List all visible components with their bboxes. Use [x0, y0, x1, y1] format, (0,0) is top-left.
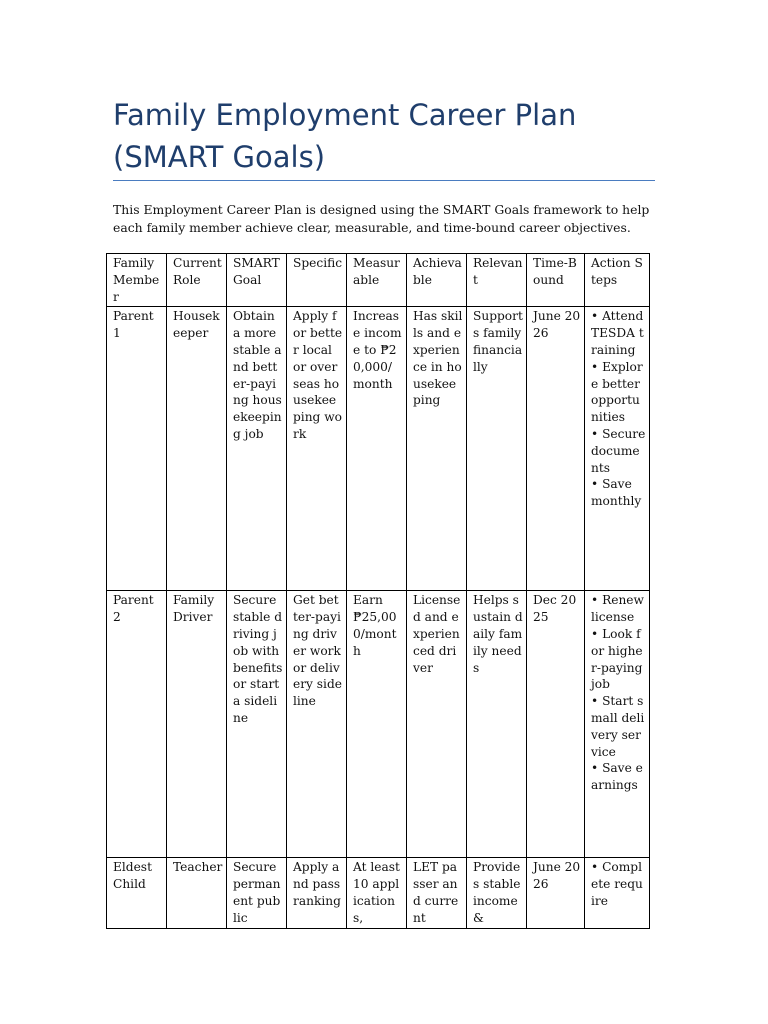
- table-cell: • Renew license • Look for higher-paying job • Start small delivery service • Save earnings: [585, 591, 650, 858]
- table-header-row: [107, 254, 650, 307]
- table-cell: Helps sustain daily family needs: [467, 591, 527, 858]
- table-cell: Earn ₱25,000/month: [347, 591, 407, 858]
- header-family-member: Family Member: [107, 254, 167, 307]
- table-cell: Increase income to ₱20,000/month: [347, 307, 407, 591]
- table-cell: Obtain a more stable and better-paying housekeeping job: [227, 307, 287, 591]
- table-cell: Housekeeper: [167, 307, 227, 591]
- table-row: [107, 858, 650, 928]
- table-cell: Dec 2025: [527, 591, 585, 858]
- table-cell: Secure permanent public: [227, 858, 287, 928]
- title-divider: [113, 180, 655, 181]
- table-cell: Apply and pass ranking: [287, 858, 347, 928]
- header-smart-goal: SMART Goal: [227, 254, 287, 307]
- smart-goals-table: [106, 253, 650, 929]
- page-title: Family Employment Career Plan (SMART Goals): [113, 98, 577, 174]
- header-achievable: Achievable: [407, 254, 467, 307]
- table-cell: LET passer and current: [407, 858, 467, 928]
- table-cell: Parent 2: [107, 591, 167, 858]
- table-cell: Secure stable driving job with benefits or start a sideline: [227, 591, 287, 858]
- header-measurable: Measurable: [347, 254, 407, 307]
- table-cell: June 2026: [527, 307, 585, 591]
- table-cell: At least 10 applications,: [347, 858, 407, 928]
- table-row: [107, 307, 650, 591]
- header-specific: Specific: [287, 254, 347, 307]
- table-cell: Provides stable income &: [467, 858, 527, 928]
- table-cell: Family Driver: [167, 591, 227, 858]
- table-cell: • Attend TESDA training • Explore better opportunities • Secure documents • Save monthly: [585, 307, 650, 591]
- table-cell: Apply for better local or overseas housekeeping work: [287, 307, 347, 591]
- table-cell: Supports family financially: [467, 307, 527, 591]
- header-action-steps: Action Steps: [585, 254, 650, 307]
- table-cell: Licensed and experienced driver: [407, 591, 467, 858]
- header-current-role: Current Role: [167, 254, 227, 307]
- table-cell: • Complete require: [585, 858, 650, 928]
- table-cell: Eldest Child: [107, 858, 167, 928]
- header-time-bound: Time-Bound: [527, 254, 585, 307]
- table-row: [107, 591, 650, 858]
- table-cell: Get better-paying driver work or delivery sideline: [287, 591, 347, 858]
- table-cell: Has skills and experience in housekeeping: [407, 307, 467, 591]
- table-cell: Teacher: [167, 858, 227, 928]
- table-cell: Parent 1: [107, 307, 167, 591]
- table-cell: June 2026: [527, 858, 585, 928]
- header-relevant: Relevant: [467, 254, 527, 307]
- intro-paragraph: This Employment Career Plan is designed using the SMART Goals framework to help each family member achieve clear, measurable, and time-bound career objectives.: [113, 202, 650, 235]
